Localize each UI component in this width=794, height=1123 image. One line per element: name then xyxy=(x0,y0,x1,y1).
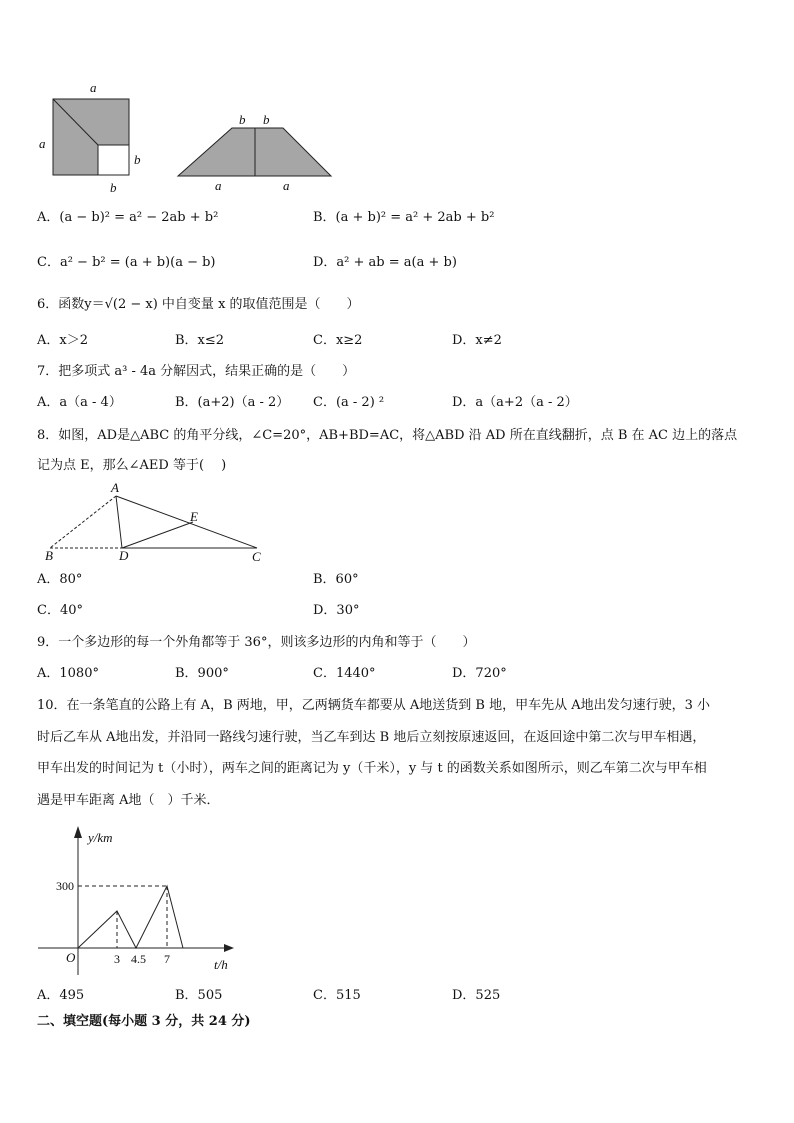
option-b: B．60° xyxy=(313,572,359,587)
question-6-stem: 6．函数y＝√(2 − x) 中自变量 x 的取值范围是（ ） xyxy=(37,297,360,312)
question-10-stem: 遇是甲车距离 A地（ ）千米． xyxy=(37,793,220,808)
question-10-stem: 甲车出发的时间记为 t（小时），两车之间的距离记为 y（千米），y 与 t 的函数关系如图所示，则乙车第二次与甲车相 xyxy=(37,761,707,776)
figure-label: O xyxy=(66,950,76,965)
option-d: D．a（a+2（a - 2） xyxy=(452,395,578,410)
square-figure xyxy=(39,80,141,195)
option-a: A．1080° xyxy=(37,666,99,681)
distance-time-graph xyxy=(38,826,234,975)
question-10-stem: 10．在一条笔直的公路上有 A，B 两地，甲，乙两辆货车都要从 A地送货到 B 地，甲车先从 A地出发匀速行驶，3 小 xyxy=(37,698,711,713)
option-d: D．x≠2 xyxy=(452,333,502,348)
option-a: A．495 xyxy=(37,988,85,1003)
figure-label: B xyxy=(45,548,53,563)
option-c: C．1440° xyxy=(313,666,376,681)
figure-label: a xyxy=(283,178,290,193)
figure-label: 3 xyxy=(114,952,120,966)
figure-label: 4.5 xyxy=(131,952,146,966)
option-d: D．720° xyxy=(452,666,507,681)
label-a: a xyxy=(90,80,97,95)
option-a: A．(a − b)² = a² − 2ab + b² xyxy=(37,210,219,225)
label-a: a xyxy=(39,136,46,151)
option-c: C．a² − b² = (a + b)(a − b) xyxy=(37,255,216,270)
option-d: D．a² + ab = a(a + b) xyxy=(313,255,457,270)
question-8-stem: 8．如图，AD是△ABC 的角平分线，∠C=20°，AB+BD=AC，将△ABD 沿 AD 所在直线翻折，点 B 在 AC 边上的落点 xyxy=(37,428,738,443)
option-d: D．30° xyxy=(313,603,360,618)
label-b: b xyxy=(134,152,141,167)
triangle-figure xyxy=(45,480,261,564)
question-10-stem: 时后乙车从 A地出发，并沿同一路线匀速行驶，当乙车到达 B 地后立刻按原速返回，在返回途中第二次与甲车相遇， xyxy=(37,730,706,745)
figure-label: A xyxy=(111,480,119,495)
option-a: A．80° xyxy=(37,572,83,587)
option-b: B．(a + b)² = a² + 2ab + b² xyxy=(313,210,495,225)
figure-label: 7 xyxy=(164,952,170,966)
figure-label: E xyxy=(190,509,198,524)
question-9-stem: 9．一个多边形的每一个外角都等于 36°，则该多边形的内角和等于（ ） xyxy=(37,635,476,650)
option-c: C．x≥2 xyxy=(313,333,363,348)
figure-label: a xyxy=(215,178,222,193)
option-b: B．(a+2)（a - 2） xyxy=(175,395,290,410)
figure-label: t/h xyxy=(214,957,228,972)
question-7-stem: 7．把多项式 a³ - 4a 分解因式，结果正确的是（ ） xyxy=(37,364,356,379)
figure-label: b xyxy=(239,112,246,127)
trapezoid-figure xyxy=(178,112,331,193)
option-c: C．40° xyxy=(37,603,83,618)
figure-label: y/km xyxy=(88,830,113,845)
label-b: b xyxy=(110,180,117,195)
figure-label: b xyxy=(263,112,270,127)
figure-label: C xyxy=(252,549,261,564)
option-a: A．x＞2 xyxy=(37,333,88,348)
option-b: B．x≤2 xyxy=(175,333,225,348)
option-b: B．900° xyxy=(175,666,229,681)
option-d: D．525 xyxy=(452,988,501,1003)
figure-label: 300 xyxy=(56,879,74,893)
option-b: B．505 xyxy=(175,988,223,1003)
option-c: C．515 xyxy=(313,988,361,1003)
figure-label: D xyxy=(119,548,129,563)
question-8-stem-2: 记为点 E，那么∠AED 等于( ) xyxy=(37,458,227,473)
option-c: C．(a - 2) ² xyxy=(313,395,385,410)
option-a: A．a（a - 4） xyxy=(37,395,122,410)
section-heading: 二、填空题(每小题 3 分，共 24 分) xyxy=(37,1014,251,1029)
